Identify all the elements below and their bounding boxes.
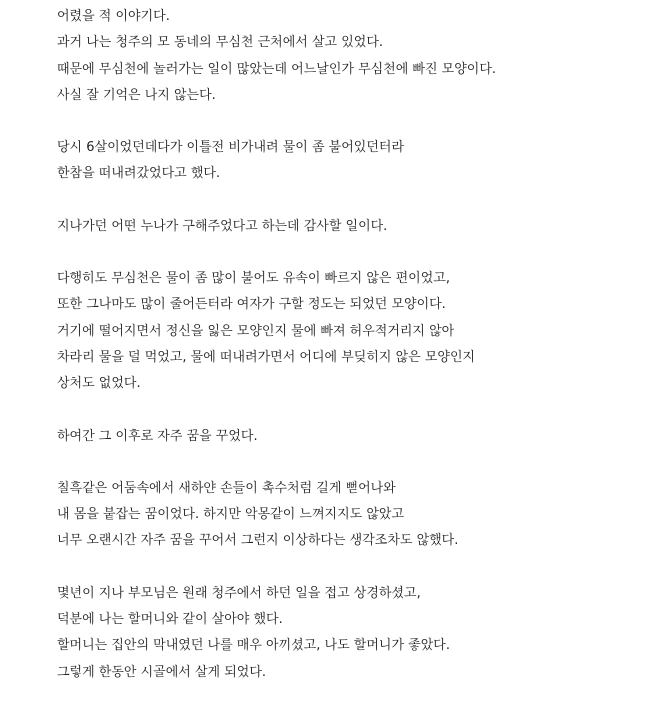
text-line: 그렇게 한동안 시골에서 살게 되었다. bbox=[57, 664, 267, 680]
text-line: 어렸을 적 이야기다. bbox=[57, 9, 170, 24]
paragraph-1 bbox=[57, 4, 637, 109]
story-body bbox=[57, 4, 637, 712]
text-line: 차라리 물을 덜 먹었고, 물에 떠내려가면서 어디에 부딪히지 않은 모양인지 bbox=[57, 349, 476, 365]
text-line: 다행히도 무심천은 물이 좀 많이 불어도 유속이 빠르지 않은 편이었고, bbox=[57, 271, 450, 287]
text-line: 지나가던 어떤 누나가 구해주었다고 하는데 감사할 일이다. bbox=[57, 218, 388, 234]
text-line: 또한 그나마도 많이 줄어든터라 여자가 구할 정도는 되었던 모양이다. bbox=[57, 297, 446, 313]
text-line: 때문에 무심천에 놀러가는 일이 많았는데 어느날인가 무심천에 빠진 모양이다. bbox=[57, 61, 497, 77]
text-line: 내 몸을 붙잡는 꿈이었다. 하지만 악몽같이 느껴지지도 않았고 bbox=[57, 507, 405, 523]
text-line: 할머니는 집안의 막내였던 나를 매우 아끼셨고, 나도 할머니가 좋았다. bbox=[57, 638, 450, 654]
paragraph-6 bbox=[57, 476, 637, 555]
text-line: 너무 오랜시간 자주 꿈을 꾸어서 그런지 이상하다는 생각조차도 않했다. bbox=[57, 533, 459, 549]
text-line: 상처도 없었다. bbox=[57, 376, 141, 392]
text-line: 거기에 떨어지면서 정신을 잃은 모양인지 물에 빠져 허우적거리지 않아 bbox=[57, 323, 455, 339]
text-line: 칠흑같은 어둠속에서 새하얀 손들이 촉수처럼 길게 뻗어나와 bbox=[57, 480, 396, 496]
text-line: 한참을 떠내려갔었다고 했다. bbox=[57, 166, 221, 182]
text-line: 몇년이 지나 부모님은 원래 청주에서 하던 일을 접고 상경하셨고, bbox=[57, 585, 421, 601]
paragraph-3 bbox=[57, 214, 637, 240]
paragraph-5 bbox=[57, 424, 637, 450]
paragraph-4 bbox=[57, 266, 637, 397]
text-line: 당시 6살이었던데다가 이틀전 비가내려 물이 좀 불어있던터라 bbox=[57, 140, 405, 156]
text-line: 덕분에 나는 할머니와 같이 살아야 했다. bbox=[57, 612, 283, 628]
text-line: 과거 나는 청주의 모 동네의 무심천 근처에서 살고 있었다. bbox=[57, 35, 384, 51]
text-line: 하여간 그 이후로 자주 꿈을 꾸었다. bbox=[57, 428, 258, 444]
paragraph-2 bbox=[57, 135, 637, 188]
paragraph-7 bbox=[57, 581, 637, 686]
text-line: 사실 잘 기억은 나지 않는다. bbox=[57, 87, 216, 103]
